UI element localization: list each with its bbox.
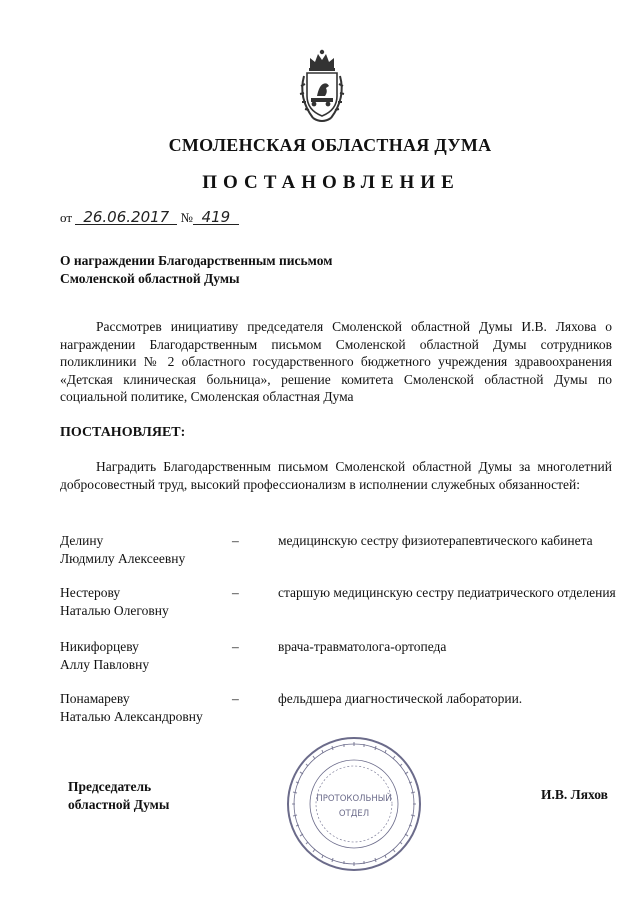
- subject-line-2: Смоленской областной Думы: [60, 271, 240, 286]
- smolensk-coat-of-arms-icon: [293, 46, 351, 126]
- awardee-name: [60, 638, 230, 673]
- awardee-given-name: Наталью Александровну: [60, 708, 203, 724]
- resolve-heading: ПОСТАНОВЛЯЕТ:: [60, 425, 186, 440]
- awardee-position: медицинскую сестру физиотерапевтического кабинета: [278, 533, 593, 548]
- handwritten-date: 26.06.2017: [75, 210, 177, 225]
- awardee-dash: –: [232, 639, 239, 654]
- date-number-line: [60, 210, 239, 226]
- signatory-title-line-1: Председатель: [68, 779, 152, 794]
- signatory-title: [68, 778, 169, 814]
- award-intro-paragraph: Наградить Благодарственным письмом Смоленской областной Думы за многолетний добросовестный труд, высокий профессионализм в исполнении служебных обязанностей:: [60, 459, 612, 492]
- subject-line-1: О награждении Благодарственным письмом: [60, 253, 333, 268]
- document-type-title: ПОСТАНОВЛЕНИЕ: [202, 172, 460, 193]
- awardee-position: старшую медицинскую сестру педиатрического отделения: [278, 585, 616, 600]
- signatory-name: И.В. Ляхов: [541, 787, 608, 802]
- awardee-dash: –: [232, 533, 239, 548]
- awardee-surname: Нестерову: [60, 585, 121, 600]
- date-prefix: от: [60, 210, 73, 225]
- awardee-surname: Делину: [60, 533, 104, 548]
- awardee-given-name: Аллу Павловну: [60, 656, 150, 672]
- awardee-surname: Никифорцеву: [60, 639, 139, 654]
- awardee-position: врача-травматолога-ортопеда: [278, 639, 447, 654]
- awardee-surname: Понамареву: [60, 691, 130, 706]
- awardee-name: [60, 584, 230, 619]
- seal-center-line-1: ПРОТОКОЛЬНЫЙ: [316, 794, 392, 804]
- awardee-dash: –: [232, 585, 239, 600]
- handwritten-number: 419: [193, 210, 239, 225]
- awardee-given-name: Людмилу Алексеевну: [60, 550, 186, 566]
- preamble-paragraph: Рассмотрев инициативу председателя Смоленской областной Думы И.В. Ляхова о награждении Благодарственным письмом Смоленской областной Думы сотрудников поликлиники № 2 областного государственного бюджетного учреждения здравоохранения «Детская клиническая больница», решение комитета Смоленской областной Думы по социальной политике, Смоленская областная Дума: [60, 319, 612, 404]
- number-prefix: №: [180, 210, 193, 225]
- awardee-dash: –: [232, 691, 239, 706]
- signatory-title-line-2: областной Думы: [68, 797, 170, 812]
- awardee-name: [60, 690, 230, 725]
- document-subject: [60, 252, 420, 288]
- organization-title: СМОЛЕНСКАЯ ОБЛАСТНАЯ ДУМА: [168, 135, 492, 155]
- awardee-position: фельдшера диагностической лаборатории.: [278, 691, 523, 706]
- awardee-given-name: Наталью Олеговну: [60, 602, 169, 618]
- awardee-name: [60, 532, 230, 567]
- official-seal-stamp: [284, 734, 424, 874]
- seal-center-line-2: ОТДЕЛ: [338, 809, 370, 819]
